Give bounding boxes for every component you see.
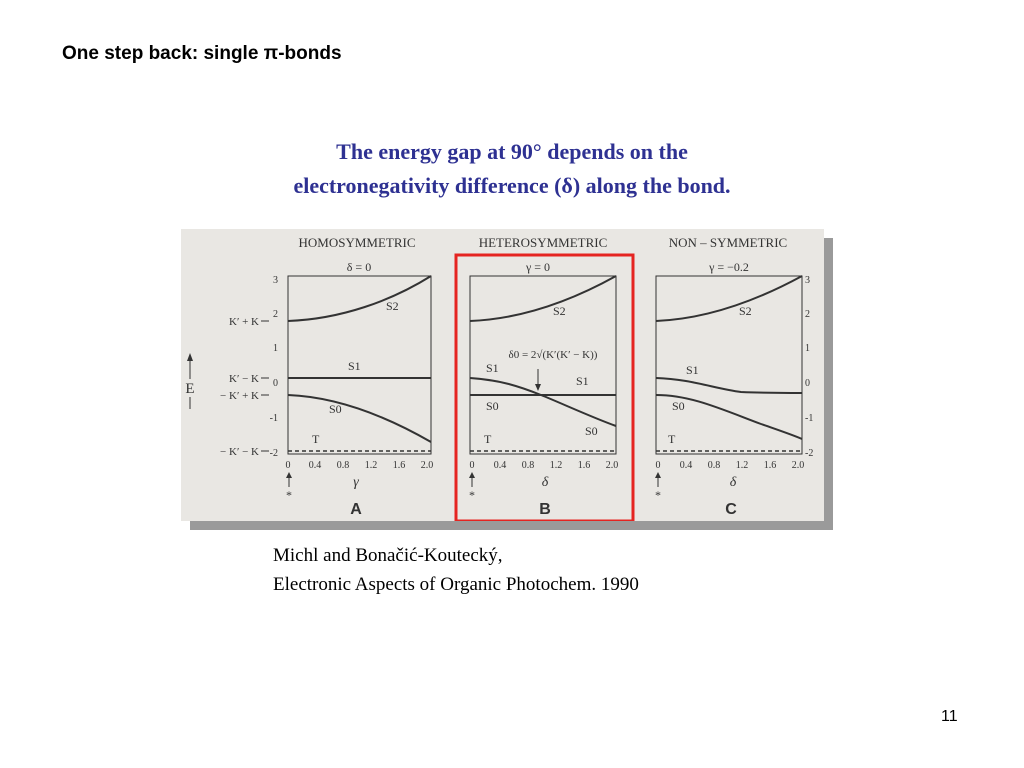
panel-a-xlabel: γ <box>353 475 359 490</box>
panel-a-label-s2: S2 <box>386 299 399 313</box>
svg-text:0.8: 0.8 <box>336 460 350 471</box>
svg-text:1.2: 1.2 <box>364 460 378 471</box>
y-tick-left-1: 1 <box>273 343 278 354</box>
y-tick-right-3: 3 <box>805 275 810 286</box>
panel-b-label-s0-left: S0 <box>486 399 499 413</box>
panel-a-label-s0: S0 <box>329 402 342 416</box>
y-tick-left-0: 0 <box>273 378 278 389</box>
panel-b-delta0-annotation: δ0 = 2√(K′(K′ − K)) <box>508 349 598 361</box>
y-tick-left-2: 2 <box>273 309 278 320</box>
panel-a-letter: A <box>350 501 362 518</box>
panel-c-heading: NON – SYMMETRIC <box>668 235 788 250</box>
citation-line-1: Michl and Bonačić-Koutecký, <box>273 545 503 566</box>
energy-arrow-head <box>187 353 193 361</box>
y-tick-right-neg1: -1 <box>805 413 814 424</box>
svg-text:0.4: 0.4 <box>679 460 693 471</box>
panel-b-s2-curve <box>470 276 616 321</box>
energy-label-kp-plus-k: K′ + K <box>229 316 259 328</box>
svg-text:1.6: 1.6 <box>763 460 777 471</box>
svg-text:0.4: 0.4 <box>308 460 322 471</box>
svg-text:0: 0 <box>285 460 291 471</box>
svg-text:2.0: 2.0 <box>605 460 619 471</box>
panel-c-frame <box>656 276 802 454</box>
panel-c-label-s0: S0 <box>672 399 685 413</box>
panel-a-param: δ = 0 <box>346 260 372 274</box>
y-tick-right-0: 0 <box>805 378 810 389</box>
panel-a-label-t: T <box>312 432 320 446</box>
svg-text:0.8: 0.8 <box>521 460 535 471</box>
svg-text:*: * <box>655 488 661 502</box>
energy-axis-label: E <box>185 381 195 397</box>
panel-c-label-t: T <box>668 432 676 446</box>
svg-text:2.0: 2.0 <box>791 460 805 471</box>
panel-c-s2-curve <box>656 276 802 321</box>
svg-text:1.6: 1.6 <box>392 460 406 471</box>
panel-b-label-s1-left: S1 <box>486 361 499 375</box>
panel-b-label-t: T <box>484 432 492 446</box>
svg-text:1.2: 1.2 <box>735 460 749 471</box>
energy-label-neg-kp-minus-k: − K′ − K <box>220 446 259 458</box>
page-number: 11 <box>941 708 958 725</box>
energy-diagram-figure <box>181 229 824 521</box>
panel-c-xlabel: δ <box>729 475 737 490</box>
y-tick-right-2: 2 <box>805 309 810 320</box>
subtitle-line-2: electronegativity difference (δ) along the bond. <box>293 173 731 198</box>
panel-c-s1-curve <box>656 378 802 393</box>
y-tick-left-neg1: -1 <box>269 413 278 424</box>
svg-text:0: 0 <box>469 460 475 471</box>
subtitle-line-1: The energy gap at 90° depends on the <box>336 139 688 164</box>
svg-text:0.8: 0.8 <box>707 460 721 471</box>
y-tick-left-3: 3 <box>273 275 278 286</box>
panel-b-x-ticks <box>470 460 619 471</box>
y-tick-left-neg2: -2 <box>269 448 278 459</box>
y-tick-right-1: 1 <box>805 343 810 354</box>
slide-title: One step back: single π-bonds <box>62 43 342 64</box>
citation <box>273 541 639 599</box>
panel-b-xlabel: δ <box>541 475 549 490</box>
panel-c-param: γ = −0.2 <box>709 260 749 274</box>
panel-c-letter: C <box>725 501 737 518</box>
svg-text:*: * <box>286 488 292 502</box>
svg-text:1.6: 1.6 <box>577 460 591 471</box>
star-markers <box>286 472 661 502</box>
panel-b-label-s2: S2 <box>553 304 566 318</box>
panel-a-x-ticks <box>286 460 434 471</box>
svg-text:*: * <box>469 488 475 502</box>
panel-a-heading: HOMOSYMMETRIC <box>298 235 416 250</box>
panel-b-heading: HETEROSYMMETRIC <box>478 235 608 250</box>
panel-b-label-s0-right: S0 <box>585 424 598 438</box>
energy-label-kp-minus-k: K′ − K <box>229 373 259 385</box>
y-tick-right-neg2: -2 <box>805 448 814 459</box>
panel-a-label-s1: S1 <box>348 359 361 373</box>
energy-label-neg-kp-plus-k: − K′ + K <box>220 390 259 402</box>
panel-c-label-s1: S1 <box>686 363 699 377</box>
panel-c-label-s2: S2 <box>739 304 752 318</box>
energy-diagram-svg <box>181 229 824 521</box>
citation-line-2: Electronic Aspects of Organic Photochem. 1990 <box>273 574 639 595</box>
panel-c-x-ticks <box>656 460 805 471</box>
panel-b-letter: B <box>539 501 551 518</box>
svg-text:2.0: 2.0 <box>420 460 434 471</box>
panel-b-param: γ = 0 <box>525 260 551 274</box>
svg-text:0: 0 <box>655 460 661 471</box>
panel-b-label-s1-right: S1 <box>576 374 589 388</box>
panel-a-s0-curve <box>288 395 431 442</box>
slide-subtitle <box>200 135 824 203</box>
panel-a-s2-curve <box>288 276 431 321</box>
svg-text:1.2: 1.2 <box>549 460 563 471</box>
svg-text:0.4: 0.4 <box>493 460 507 471</box>
